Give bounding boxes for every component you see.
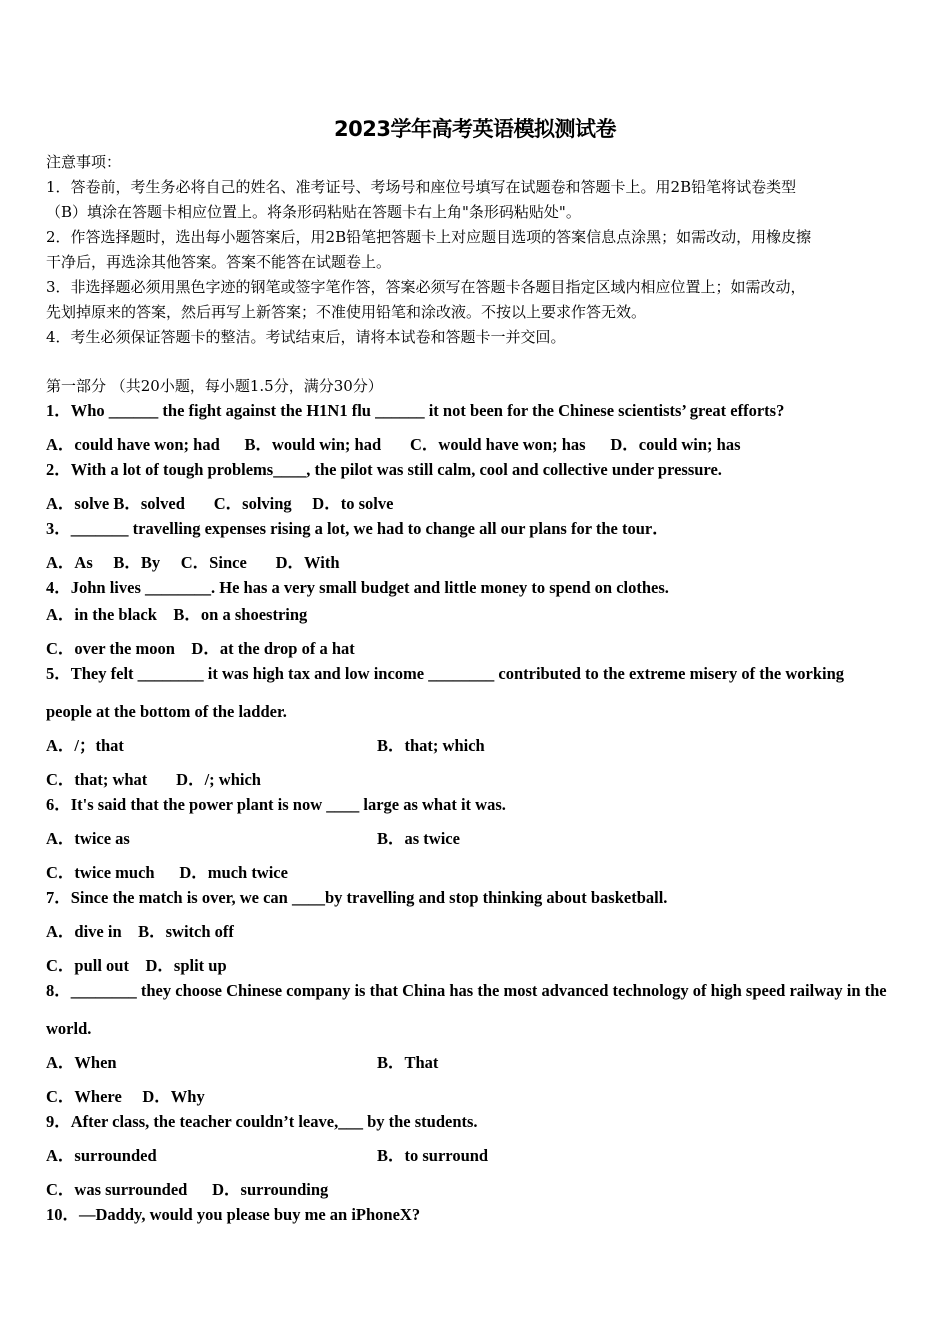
question-9-options-cd: C．was surrounded D．surrounding <box>46 1180 329 1199</box>
question-6-options-cd: C．twice much D．much twice <box>46 863 288 882</box>
question-8-stem-cont: world. <box>46 1019 92 1038</box>
question-7-options-ab: A．dive in B．switch off <box>46 922 234 941</box>
question-10-stem: 10．—Daddy, would you please buy me an iPhoneX? <box>46 1205 421 1224</box>
option-a: A．When <box>46 1053 117 1072</box>
notice-line: 2．作答选择题时，选出每小题答案后，用2B铅笔把答题卡上对应题目选项的答案信息点涂黑；如需改动，用橡皮擦 <box>46 228 812 246</box>
section-heading: 第一部分 （共20小题，每小题1.5分，满分30分） <box>46 377 383 395</box>
notice-line: （B）填涂在答题卡相应位置上。将条形码粘贴在答题卡右上角"条形码粘贴处"。 <box>46 203 581 221</box>
option-b: B．to surround <box>377 1146 489 1165</box>
notice-line: 1．答卷前，考生务必将自己的姓名、准考证号、考场号和座位号填写在试题卷和答题卡上。用2B铅笔将试卷类型 <box>46 178 797 196</box>
question-5-options-cd: C．that; what D．/; which <box>46 770 261 789</box>
question-5-stem: 5．They felt ________ it was high tax and low income ________ contributed to the extreme misery of the working <box>46 664 845 683</box>
question-8-options-cd: C．Where D．Why <box>46 1087 205 1106</box>
option-a: A．twice as <box>46 829 130 848</box>
notice-line: 4．考生必须保证答题卡的整洁。考试结束后，请将本试卷和答题卡一并交回。 <box>46 328 566 346</box>
question-4-options-ab: A．in the black B．on a shoestring <box>46 605 308 624</box>
option-a: A．surrounded <box>46 1146 157 1165</box>
question-1-stem: 1．Who ______ the fight against the H1N1 flu ______ it not been for the Chinese scientists’ great efforts? <box>46 401 785 420</box>
question-2-options: A．solve B．solved C．solving D．to solve <box>46 494 394 513</box>
question-9-stem: 9．After class, the teacher couldn’t leave,___ by the students. <box>46 1112 478 1131</box>
notice-line: 先划掉原来的答案，然后再写上新答案；不准使用铅笔和涂改液。不按以上要求作答无效。 <box>46 303 647 321</box>
page-title: 2023学年高考英语模拟测试卷 <box>334 117 616 141</box>
option-a: A．/；that <box>46 736 124 755</box>
question-8-stem: 8．________ they choose Chinese company is that China has the most advanced technology of high speed railway in the <box>46 981 887 1000</box>
question-5-stem-cont: people at the bottom of the ladder. <box>46 702 287 721</box>
question-1-options: A．could have won; had B．would win; had C．would have won; has D．could win; has <box>46 435 741 454</box>
question-4-stem: 4．John lives ________. He has a very small budget and little money to spend on clothes. <box>46 578 669 597</box>
option-b: B．that; which <box>377 736 485 755</box>
question-2-stem: 2．With a lot of tough problems____, the pilot was still calm, cool and collective under pressure. <box>46 460 722 479</box>
question-7-options-cd: C．pull out D．split up <box>46 956 227 975</box>
notice-line: 干净后，再选涂其他答案。答案不能答在试题卷上。 <box>46 253 392 271</box>
question-4-options-cd: C．over the moon D．at the drop of a hat <box>46 639 355 658</box>
question-3-stem: 3．_______ travelling expenses rising a lot, we had to change all our plans for the tour． <box>46 519 669 538</box>
option-b: B．That <box>377 1053 439 1072</box>
question-7-stem: 7．Since the match is over, we can ____by travelling and stop thinking about basketball. <box>46 888 668 907</box>
question-3-options: A．As B．By C．Since D．With <box>46 553 340 572</box>
question-6-stem: 6．It's said that the power plant is now ____ large as what it was. <box>46 795 506 814</box>
notice-heading: 注意事项： <box>46 153 122 171</box>
notice-line: 3．非选择题必须用黑色字迹的钢笔或签字笔作答，答案必须写在答题卡各题目指定区域内相应位置上；如需改动， <box>46 278 806 296</box>
option-b: B．as twice <box>377 829 460 848</box>
